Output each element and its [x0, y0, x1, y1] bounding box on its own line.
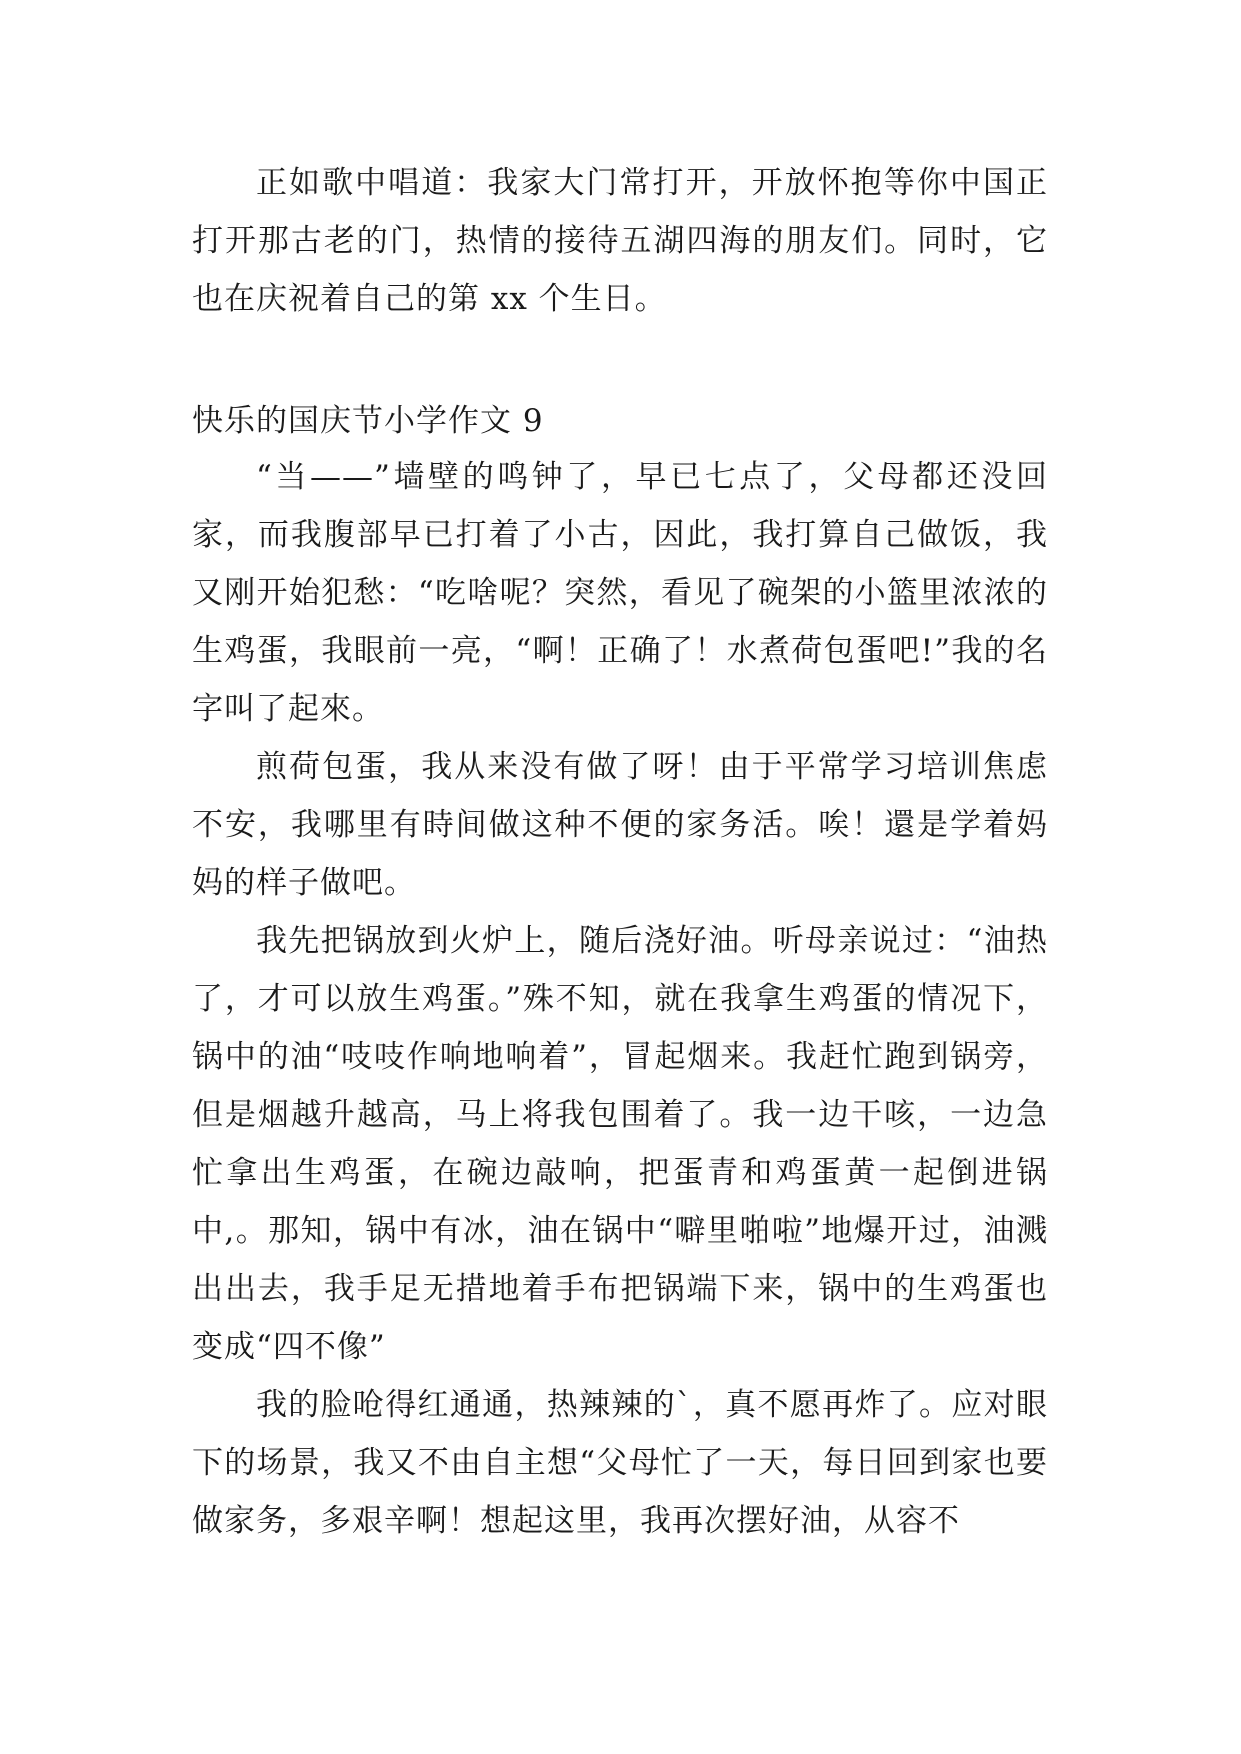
section-body [192, 448, 1048, 1550]
heading-block [192, 392, 1048, 450]
body-paragraph: 我的脸呛得红通通，热辣辣的`，真不愿再炸了。应对眼下的场景，我又不由自主想“父母忙了一天，每日回到家也要做家务，多艰辛啊！想起这里，我再次摆好油，从容不 [192, 1387, 1048, 1539]
body-paragraph: 煎荷包蛋，我从来没有做了呀！由于平常学习培训焦虑不安，我哪里有時间做这种不便的家务活。唉！還是学着妈妈的样子做吧。 [192, 749, 1048, 901]
body-paragraph: 我先把锅放到火炉上，随后浇好油。听母亲说过：“油热了，才可以放生鸡蛋。”殊不知，就在我拿生鸡蛋的情况下，锅中的油“吱吱作响地响着”，冒起烟来。我赶忙跑到锅旁，但是烟越升越高，马上将我包围着了。我一边干咳，一边急忙拿出生鸡蛋，在碗边敲响，把蛋青和鸡蛋黄一起倒进锅中,。那知，锅中有冰，油在锅中“噼里啪啦”地爆开过，油溅出出去，我手足无措地着手布把锅端下来，锅中的生鸡蛋也变成“四不像” [192, 923, 1048, 1365]
section-heading: 快乐的国庆节小学作文 9 [192, 403, 544, 439]
intro-paragraph: 正如歌中唱道：我家大门常打开，开放怀抱等你中国正打开那古老的门，热情的接待五湖四海的朋友们。同时，它也在庆祝着自己的第 xx 个生日。 [192, 165, 1048, 317]
body-paragraph: “当——”墙壁的鸣钟了，早已七点了，父母都还没回家，而我腹部早已打着了小古，因此，我打算自己做饭，我又刚开始犯愁：“吃啥呢？突然，看见了碗架的小篮里浓浓的生鸡蛋，我眼前一亮，“啊！正确了！水煮荷包蛋吧!”我的名字叫了起來。 [192, 459, 1048, 727]
text-column-top [192, 154, 1048, 328]
